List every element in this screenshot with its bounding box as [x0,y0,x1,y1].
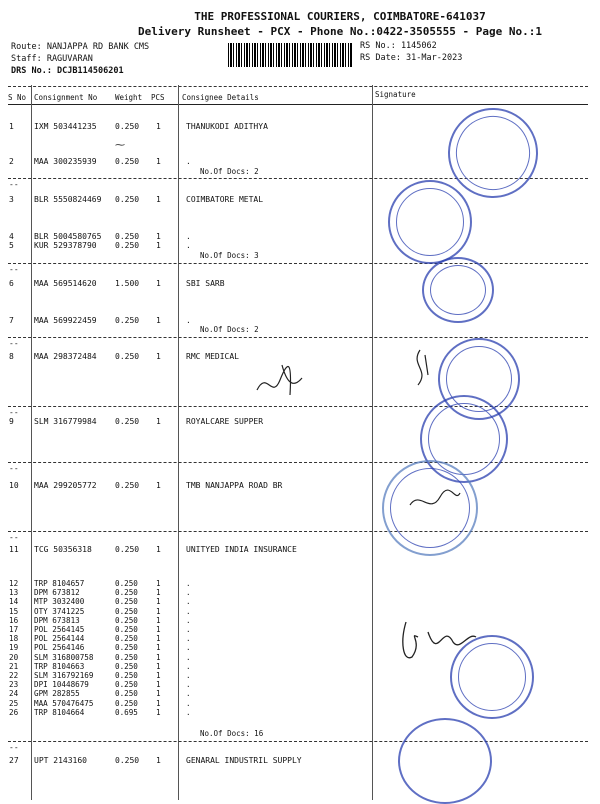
row-sno: 23 [9,680,19,690]
row-pcs: 1 [156,597,161,607]
row-weight: 0.250 [115,661,138,671]
barcode [228,43,353,67]
row-consignee: . [186,643,191,653]
doc-count: No.Of Docs: 2 [200,167,259,176]
row-sno: 26 [9,707,19,717]
row-consignee: . [186,680,191,690]
header-rule-top [8,86,588,87]
row-sno: 24 [9,689,19,699]
row-sno: 13 [9,588,19,598]
row-consignment: DPM 673812 [34,588,80,598]
col-divider [372,85,373,800]
delivery-stamp [422,257,494,323]
row-pcs: 1 [156,588,161,598]
row-weight: 0.250 [115,417,140,426]
row-sno: 9 [9,417,14,426]
row-sno: 21 [9,661,19,671]
row-consignment: BLR 5004580765 [34,232,102,241]
signature [252,350,312,410]
row-consignment: TRP 8104657 [34,579,85,588]
row-consignee: . [186,707,191,717]
drs-line: DRS No.: DCJB114506201 [11,66,124,76]
row-consignee: . [186,232,191,241]
row-sno: 7 [9,316,14,325]
row-sno: 25 [9,698,19,708]
staff-line: Staff: RAGUVARAN [11,54,93,64]
col-divider [178,85,179,800]
row-consignment: TCG 50356318 [34,545,92,554]
group-separator: -- [9,533,19,542]
row-consignee: . [186,634,191,644]
col-divider [31,85,32,800]
row-consignee: THANUKODI ADITHYA [186,122,268,131]
row-weight: 0.250 [115,615,138,625]
row-consignee: . [186,597,191,607]
row-weight: 0.695 [115,707,138,717]
row-sno: 3 [9,195,14,204]
row-consignment: SLM 316792169 [34,671,94,680]
row-pcs: 1 [156,689,161,699]
row-sno: 16 [9,615,19,625]
signature [405,485,465,515]
row-consignment: MTP 3032400 [34,597,85,607]
row-consignment: POL 2564145 [34,625,85,634]
row-weight: 0.250 [115,195,140,204]
row-consignment: UPT 2143160 [34,756,87,765]
doc-count: No.Of Docs: 3 [200,251,259,260]
row-pcs: 1 [156,316,161,325]
row-sno: 18 [9,634,19,644]
row-consignee: SBI SARB [186,279,225,288]
row-weight: 0.250 [115,122,140,131]
row-weight: 0.250 [115,606,138,616]
delivery-stamp [398,718,492,804]
row-pcs: 1 [156,756,161,765]
group-separator: -- [9,464,19,473]
page-title: THE PROFESSIONAL COURIERS, COIMBATORE-641037 [194,10,486,23]
row-consignment: OTY 3741225 [34,606,85,616]
col-signature: Signature [375,90,416,99]
group-rule [8,531,588,532]
row-pcs: 1 [156,481,161,490]
row-consignment: IXM 503441235 [34,122,97,131]
row-pcs: 1 [156,643,161,653]
row-consignee: . [186,588,191,598]
row-weight: 0.250 [115,698,138,708]
row-sno: 10 [9,481,19,490]
col-consignee: Consignee Details [182,93,259,102]
col-sno: S No [8,93,27,102]
row-pcs: 1 [156,279,161,288]
row-sno: 1 [9,122,14,131]
row-weight: 0.250 [115,545,140,554]
row-consignment: DPI 10448679 [34,680,89,690]
row-sno: 5 [9,241,14,250]
row-consignee: . [186,661,191,671]
header-rule-bottom [8,104,588,105]
row-consignee: . [186,157,191,166]
group-separator: -- [9,743,19,752]
row-weight: 0.250 [115,241,140,250]
row-pcs: 1 [156,579,161,588]
row-consignment: DPM 673813 [34,615,80,625]
row-sno: 8 [9,352,14,361]
row-pcs: 1 [156,232,161,241]
row-consignment: BLR 5550824469 [34,195,102,204]
row-weight: 0.250 [115,643,138,653]
group-rule [8,337,588,338]
row-consignee: GENARAL INDUSTRIL SUPPLY [186,756,302,765]
row-consignment: MAA 298372484 [34,352,97,361]
row-weight: 0.250 [115,157,140,166]
group-separator: -- [9,180,19,189]
row-consignee: . [186,671,191,680]
page-subtitle: Delivery Runsheet - PCX - Phone No.:0422-3505555 - Page No.:1 [138,25,542,38]
row-sno: 15 [9,606,19,616]
row-pcs: 1 [156,352,161,361]
row-pcs: 1 [156,707,161,717]
row-weight: 0.250 [115,588,138,598]
row-consignment: MAA 569922459 [34,316,97,325]
row-sno: 2 [9,157,14,166]
row-consignee: . [186,698,191,708]
row-weight: 0.250 [115,232,140,241]
row-consignment: MAA 569514620 [34,279,97,288]
row-sno: 12 [9,579,19,588]
doc-count: No.Of Docs: 2 [200,325,259,334]
row-consignment: MAA 570476475 [34,698,94,708]
row-consignee: . [186,615,191,625]
signature [400,345,440,390]
row-consignee: . [186,579,191,588]
row-consignment: SLM 316800758 [34,652,94,662]
row-weight: 0.250 [115,625,138,634]
group-separator: -- [9,408,19,417]
row-sno: 20 [9,652,19,662]
row-pcs: 1 [156,157,161,166]
row-weight: 0.250 [115,634,138,644]
col-weight: Weight [115,93,143,102]
row-consignment: SLM 316779984 [34,417,97,426]
row-weight: 0.250 [115,756,140,765]
row-consignee: . [186,316,191,325]
row-pcs: 1 [156,698,161,708]
col-pcs: PCS [151,93,165,102]
delivery-stamp [388,180,472,264]
rs-no-line: RS No.: 1145062 [360,41,437,51]
row-weight: 0.250 [115,597,138,607]
row-pcs: 1 [156,634,161,644]
row-sno: 14 [9,597,19,607]
row-pcs: 1 [156,241,161,250]
row-consignment: MAA 300235939 [34,157,97,166]
row-weight: 0.250 [115,680,138,690]
row-consignment: MAA 299205772 [34,481,97,490]
row-pcs: 1 [156,680,161,690]
row-sno: 19 [9,643,19,653]
row-sno: 17 [9,625,19,634]
row-pcs: 1 [156,606,161,616]
row-weight: 0.250 [115,689,138,699]
row-consignee: COIMBATORE METAL [186,195,264,204]
row-pcs: 1 [156,122,161,131]
row-pcs: 1 [156,625,161,634]
row-weight: 0.250 [115,481,140,490]
row-consignment: TRP 8104664 [34,707,85,717]
row-consignee: . [186,606,191,616]
row-weight: 1.500 [115,279,140,288]
doc-count: No.Of Docs: 16 [200,729,264,738]
row-consignee: TMB NANJAPPA ROAD BR [186,481,283,490]
row-pcs: 1 [156,615,161,625]
rs-date-line: RS Date: 31-Mar-2023 [360,53,463,63]
group-rule [8,741,588,742]
row-weight: 0.250 [115,671,138,680]
col-consignment: Consignment No [34,93,98,102]
row-sno: 22 [9,671,19,680]
row-pcs: 1 [156,545,161,554]
signature [398,612,488,672]
route-info [11,41,149,77]
row-consignee: ROYALCARE SUPPER [186,417,264,426]
row-pcs: 1 [156,417,161,426]
row-consignment: KUR 529378790 [34,241,97,250]
row-consignment: POL 2564146 [34,643,85,653]
row-sno: 27 [9,756,19,765]
row-consignee: . [186,241,191,250]
row-sno: 4 [9,232,14,241]
group-separator: -- [9,265,19,274]
row-pcs: 1 [156,195,161,204]
group-separator: -- [9,339,19,348]
row-weight: 0.250 [115,316,140,325]
row-weight: 0.250 [115,579,138,588]
row-consignee: RMC MEDICAL [186,352,239,361]
row-consignee: . [186,689,191,699]
group-rule [8,263,588,264]
row-sno: 11 [9,545,19,554]
row-pcs: 1 [156,661,161,671]
route-line: Route: NANJAPPA RD BANK CMS [11,42,150,52]
row-consignment: POL 2564144 [34,634,85,644]
row-sno: 6 [9,279,14,288]
row-consignee: . [186,652,191,662]
row-weight: 0.250 [115,352,140,361]
runsheet-info [360,40,462,64]
row-weight: 0.250 [115,652,138,662]
row-consignment: GPM 282855 [34,689,80,699]
row-consignee: . [186,625,191,634]
row-pcs: 1 [156,671,161,680]
row-pcs: 1 [156,652,161,662]
row-consignment: TRP 8104663 [34,661,85,671]
pen-mark: ⁓ [115,140,125,151]
row-consignee: UNITYED INDIA INSURANCE [186,545,297,554]
